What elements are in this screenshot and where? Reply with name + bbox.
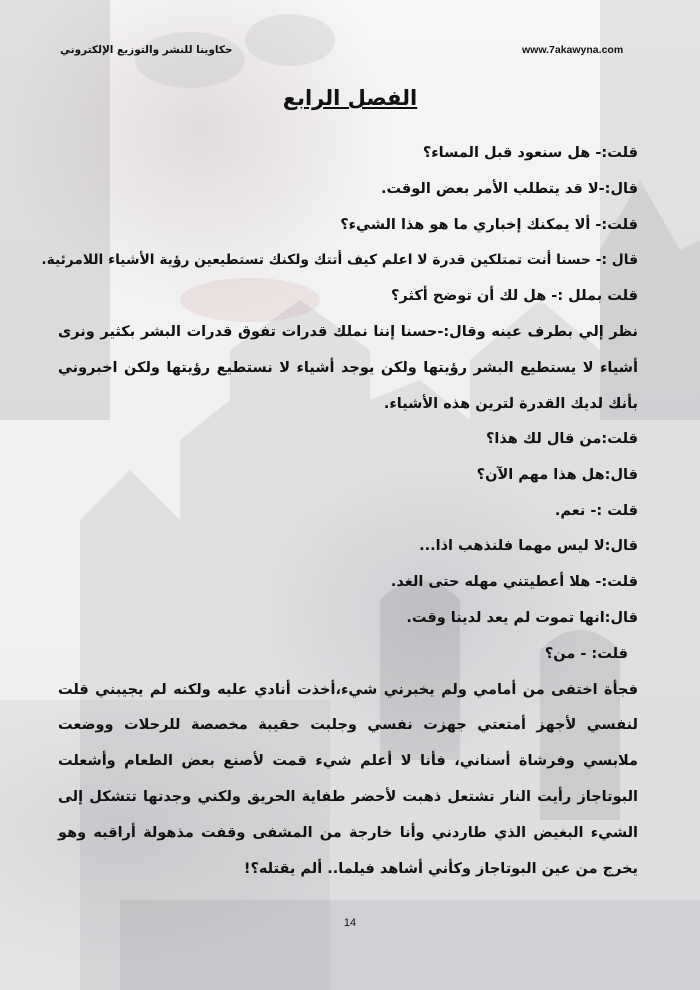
dialogue-line: قال:لا ليس مهما فلنذهب اذا... bbox=[419, 538, 638, 555]
chapter-body bbox=[41, 136, 638, 877]
dialogue-line: قلت:- هلا أعطيتني مهله حتى الغد. bbox=[390, 574, 638, 591]
narrative-paragraph: نظر إلي بطرف عينه وقال:-حسنا إننا نملك قدرات تفوق قدرات البشر بكثير ونرى أشياء لا يستطيع البشر رؤيتها ولكن يوجد أشياء لا نستطيع رؤيتها ولكن اخبروني بأنك لديك القدرة لترين هذه الأشياء. bbox=[58, 323, 638, 412]
dialogue-line: قال:انها تموت لم يعد لدينا وقت. bbox=[406, 609, 638, 626]
dialogue-line: قلت بملل :- هل لك أن توضح أكثر؟ bbox=[391, 288, 638, 305]
publisher-header: حكاوينا للنشر والتوزيع الإلكتروني bbox=[60, 44, 233, 56]
dialogue-line: قلت:- هل سنعود قبل المساء؟ bbox=[422, 145, 638, 161]
dialogue-line: قال:هل هذا مهم الآن؟ bbox=[476, 466, 638, 483]
dialogue-line: قال:-لا قد يتطلب الأمر بعض الوقت. bbox=[380, 180, 638, 197]
dialogue-line: قلت: - من؟ bbox=[544, 645, 628, 662]
chapter-title: الفصل الرابع bbox=[282, 86, 418, 110]
page-number: 14 bbox=[343, 917, 357, 929]
dialogue-line: قلت:- ألا يمكنك إخباري ما هو هذا الشيء؟ bbox=[340, 216, 638, 233]
dialogue-line: قال :- حسنا أنت تمتلكين قدرة لا اعلم كيف أتتك ولكنك تستطيعين رؤية الأشياء اللامرئية. bbox=[41, 252, 638, 269]
dialogue-line: قلت :- نعم. bbox=[554, 502, 638, 519]
narrative-paragraph: فجأة اختفى من أمامي ولم يخبرني شيء،أخذت أنادي عليه ولكنه لم يجيبني قلت لنفسي لأجهز أمتعتي جهزت نفسي وجلبت حقيبة مخصصة للرحلات ووضعت ملابسي وفرشاة أسناني، فأنا لا أعلم شيء قمت لأصنع بعض الطعام وأشعلت البوتاجاز رأيت النار تشتعل ذهبت لأحضر طفاية الحريق ولكني وجدتها تتشكل إلى الشيء البغيض الذي طاردني وأنا خارجة من المشفى وقفت مذهولة أراقبه وهو يخرج من عين البوتاجاز وكأني أشاهد فيلما.. ألم يقتله؟! bbox=[58, 681, 638, 877]
website-header: www.7akawyna.com bbox=[522, 44, 624, 56]
dialogue-line: قلت:من قال لك هذا؟ bbox=[485, 430, 638, 447]
